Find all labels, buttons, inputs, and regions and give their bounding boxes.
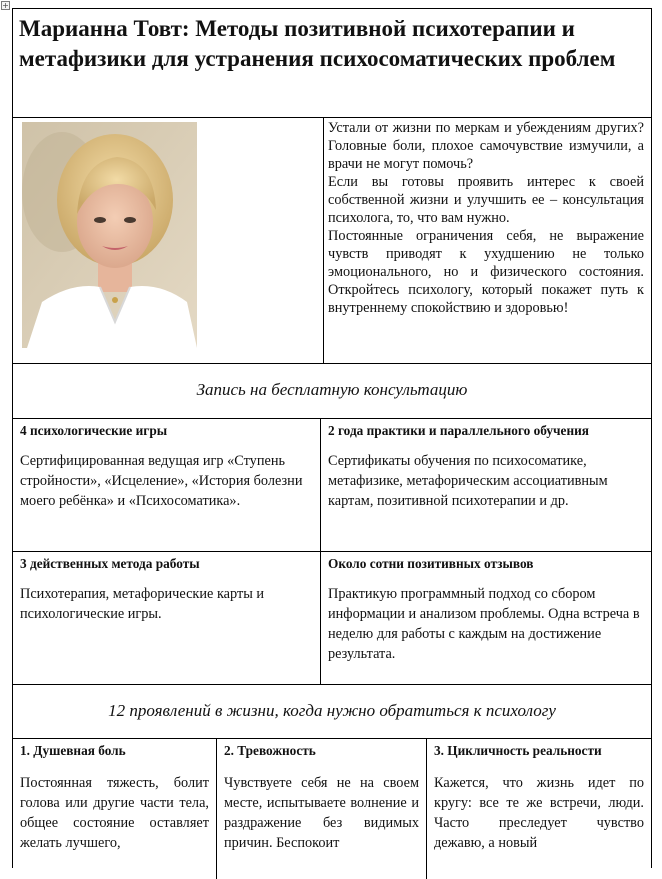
table-move-handle-icon[interactable]: + — [2, 1, 9, 10]
intro-paragraph: Постоянные ограничения себя, не выражение чувств приводят к ухудшению не только эмоционального, но и физического состояния. Откройтесь психологу, который покажет путь к внутреннему спокойствию и здоровью! — [328, 228, 644, 316]
sign-cell — [13, 739, 216, 879]
feature-text: Психотерапия, метафорические карты и психологические игры. — [20, 586, 265, 622]
feature-text: Сертификаты обучения по психосоматике, метафизике, метафорическим ассоциативным картам, позитивной психотерапии и др. — [328, 453, 608, 509]
sign-cell — [216, 739, 426, 879]
document-table — [12, 8, 652, 868]
feature-cell — [13, 419, 320, 551]
sign-heading: 1. Душевная боль — [20, 743, 126, 758]
feature-heading: 4 психологические игры — [20, 423, 168, 438]
sign-heading: 3. Цикличность реальности — [434, 743, 602, 758]
intro-row — [13, 118, 651, 364]
feature-cell — [320, 552, 651, 684]
feature-heading: 2 года практики и параллельного обучения — [328, 423, 589, 438]
intro-paragraph: Устали от жизни по меркам и убеждениям других? Головные боли, плохое самочувствие измучили, а врачи не могут помочь? — [328, 120, 644, 172]
feature-cell — [13, 552, 320, 684]
section-title: 12 проявлений в жизни, когда нужно обратиться к психологу — [108, 701, 556, 720]
feature-heading: 3 действенных метода работы — [20, 556, 200, 571]
feature-heading: Около сотни позитивных отзывов — [328, 556, 534, 571]
section-title-row — [13, 685, 651, 739]
photo-cell — [13, 118, 323, 363]
intro-cell — [323, 118, 651, 363]
consultation-row — [13, 364, 651, 419]
title-row — [13, 9, 651, 118]
consultation-link[interactable]: Запись на бесплатную консультацию — [196, 380, 468, 399]
sign-text: Чувствуете себя не на своем месте, испытываете волнение и раздражение без видимых причин. Беспокоит — [224, 775, 419, 851]
psychologist-photo — [22, 122, 197, 348]
sign-text: Постоянная тяжесть, болит голова или другие части тела, общее состояние оставляет желать лучшего, — [20, 775, 209, 851]
features-row-2 — [13, 552, 651, 685]
sign-heading: 2. Тревожность — [224, 743, 316, 758]
page-title: Марианна Товт: Методы позитивной психотерапии и метафизики для устранения психосоматических проблем — [19, 16, 616, 71]
feature-text: Сертифицированная ведущая игр «Ступень стройности», «Исцеление», «История болезни моего ребёнка» и «Психосоматика». — [20, 453, 303, 509]
feature-cell — [320, 419, 651, 551]
feature-text: Практикую программный подход со сбором информации и анализом проблемы. Одна встреча в неделю для работы с каждым на достижение результата. — [328, 586, 640, 662]
intro-text — [328, 119, 644, 317]
sign-text: Кажется, что жизнь идет по кругу: все те же встречи, люди. Часто преследует чувство дежавю, а новый — [434, 775, 644, 851]
features-row-1 — [13, 419, 651, 552]
intro-paragraph: Если вы готовы проявить интерес к своей собственной жизни и улучшить ее – консультация психолога, то, что вам нужно. — [328, 174, 644, 226]
sign-cell — [426, 739, 651, 879]
signs-row — [13, 739, 651, 879]
